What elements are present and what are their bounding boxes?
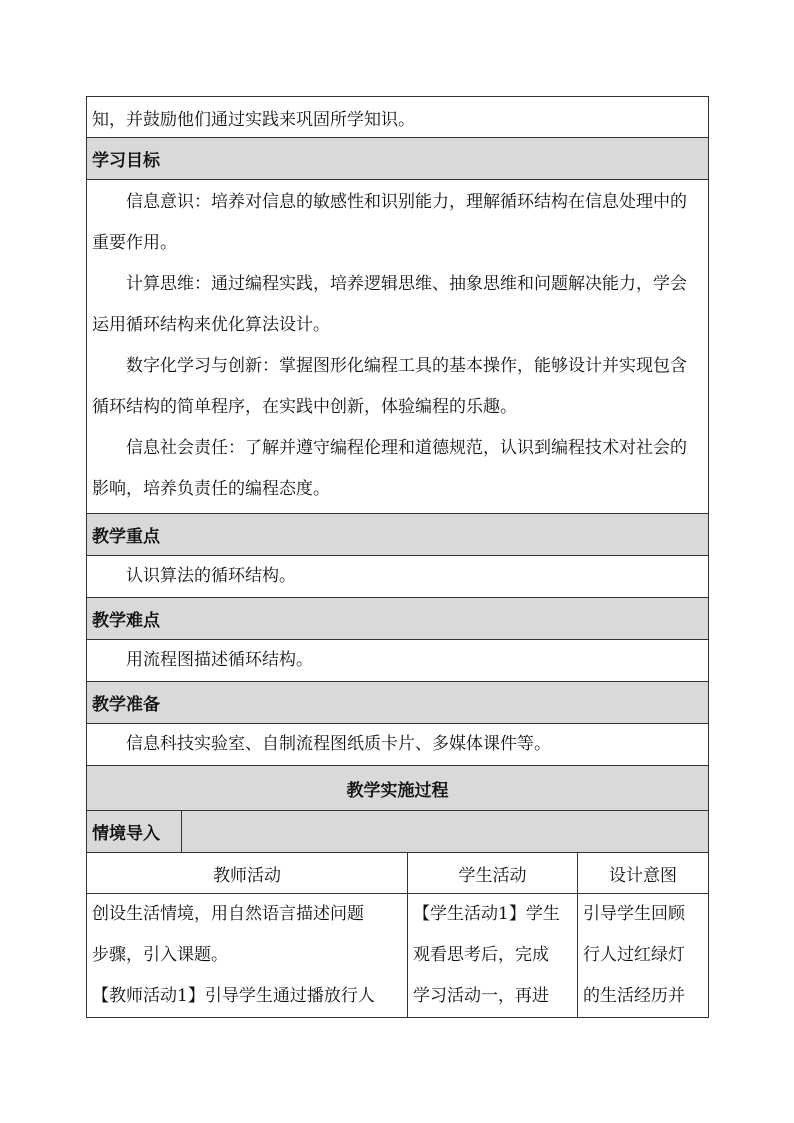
objectives-content	[87, 180, 709, 514]
intro-continuation: 知，并鼓励他们通过实践来巩固所学知识。	[87, 97, 709, 138]
objective-digital-innovation: 数字化学习与创新：掌握图形化编程工具的基本操作，能够设计并实现包含循环结构的简单程序，在实践中创新，体验编程的乐趣。	[92, 356, 687, 417]
objectives-heading-row	[87, 138, 709, 180]
key-points-heading-row	[87, 514, 709, 556]
preparation-row	[87, 724, 709, 766]
objective-info-awareness: 信息意识：培养对信息的敏感性和识别能力，理解循环结构在信息处理中的重要作用。	[92, 192, 687, 253]
student-activity-header: 学生活动	[408, 853, 578, 894]
difficulties-heading: 教学难点	[87, 598, 709, 640]
context-intro-row	[87, 811, 709, 853]
teacher-activity-cell	[87, 894, 408, 1018]
teacher-activity-header: 教师活动	[87, 853, 408, 894]
context-intro-label: 情境导入	[87, 811, 182, 853]
difficulties-row	[87, 640, 709, 682]
difficulties-heading-row	[87, 598, 709, 640]
objectives-heading: 学习目标	[87, 138, 709, 180]
key-points-text: 认识算法的循环结构。	[126, 566, 296, 586]
activity-row	[87, 894, 709, 1018]
intent-line: 的生活经历并	[583, 986, 685, 1006]
preparation-heading: 教学准备	[87, 682, 709, 724]
preparation-heading-row	[87, 682, 709, 724]
design-intent-cell	[578, 894, 709, 1018]
design-intent-header: 设计意图	[578, 853, 709, 894]
objective-computational-thinking: 计算思维：通过编程实践，培养逻辑思维、抽象思维和问题解决能力，学会运用循环结构来优化算法设计。	[92, 274, 687, 335]
intent-line: 引导学生回顾	[583, 904, 685, 924]
difficulties-text: 用流程图描述循环结构。	[126, 650, 313, 670]
student-line: 学习活动一，再进	[413, 986, 549, 1006]
teacher-line: 步骤，引入课题。	[92, 945, 228, 965]
lesson-plan-table	[86, 96, 709, 1018]
teacher-line: 【教师活动1】引导学生通过播放行人	[92, 986, 375, 1006]
key-points-heading: 教学重点	[87, 514, 709, 556]
student-line: 观看思考后，完成	[413, 945, 549, 965]
teacher-line: 创设生活情境，用自然语言描述问题	[92, 904, 364, 924]
key-points-row	[87, 556, 709, 598]
context-intro-fill	[182, 811, 709, 853]
process-heading: 教学实施过程	[87, 766, 709, 811]
intro-continuation-row	[87, 97, 709, 138]
preparation-text: 信息科技实验室、自制流程图纸质卡片、多媒体课件等。	[126, 734, 551, 754]
activity-column-headers	[87, 853, 709, 894]
student-line: 【学生活动1】学生	[413, 904, 560, 924]
process-heading-row	[87, 766, 709, 811]
student-activity-cell	[408, 894, 578, 1018]
intent-line: 行人过红绿灯	[583, 945, 685, 965]
objective-social-responsibility: 信息社会责任：了解并遵守编程伦理和道德规范，认识到编程技术对社会的影响，培养负责任的编程态度。	[92, 438, 687, 499]
objectives-row	[87, 180, 709, 514]
